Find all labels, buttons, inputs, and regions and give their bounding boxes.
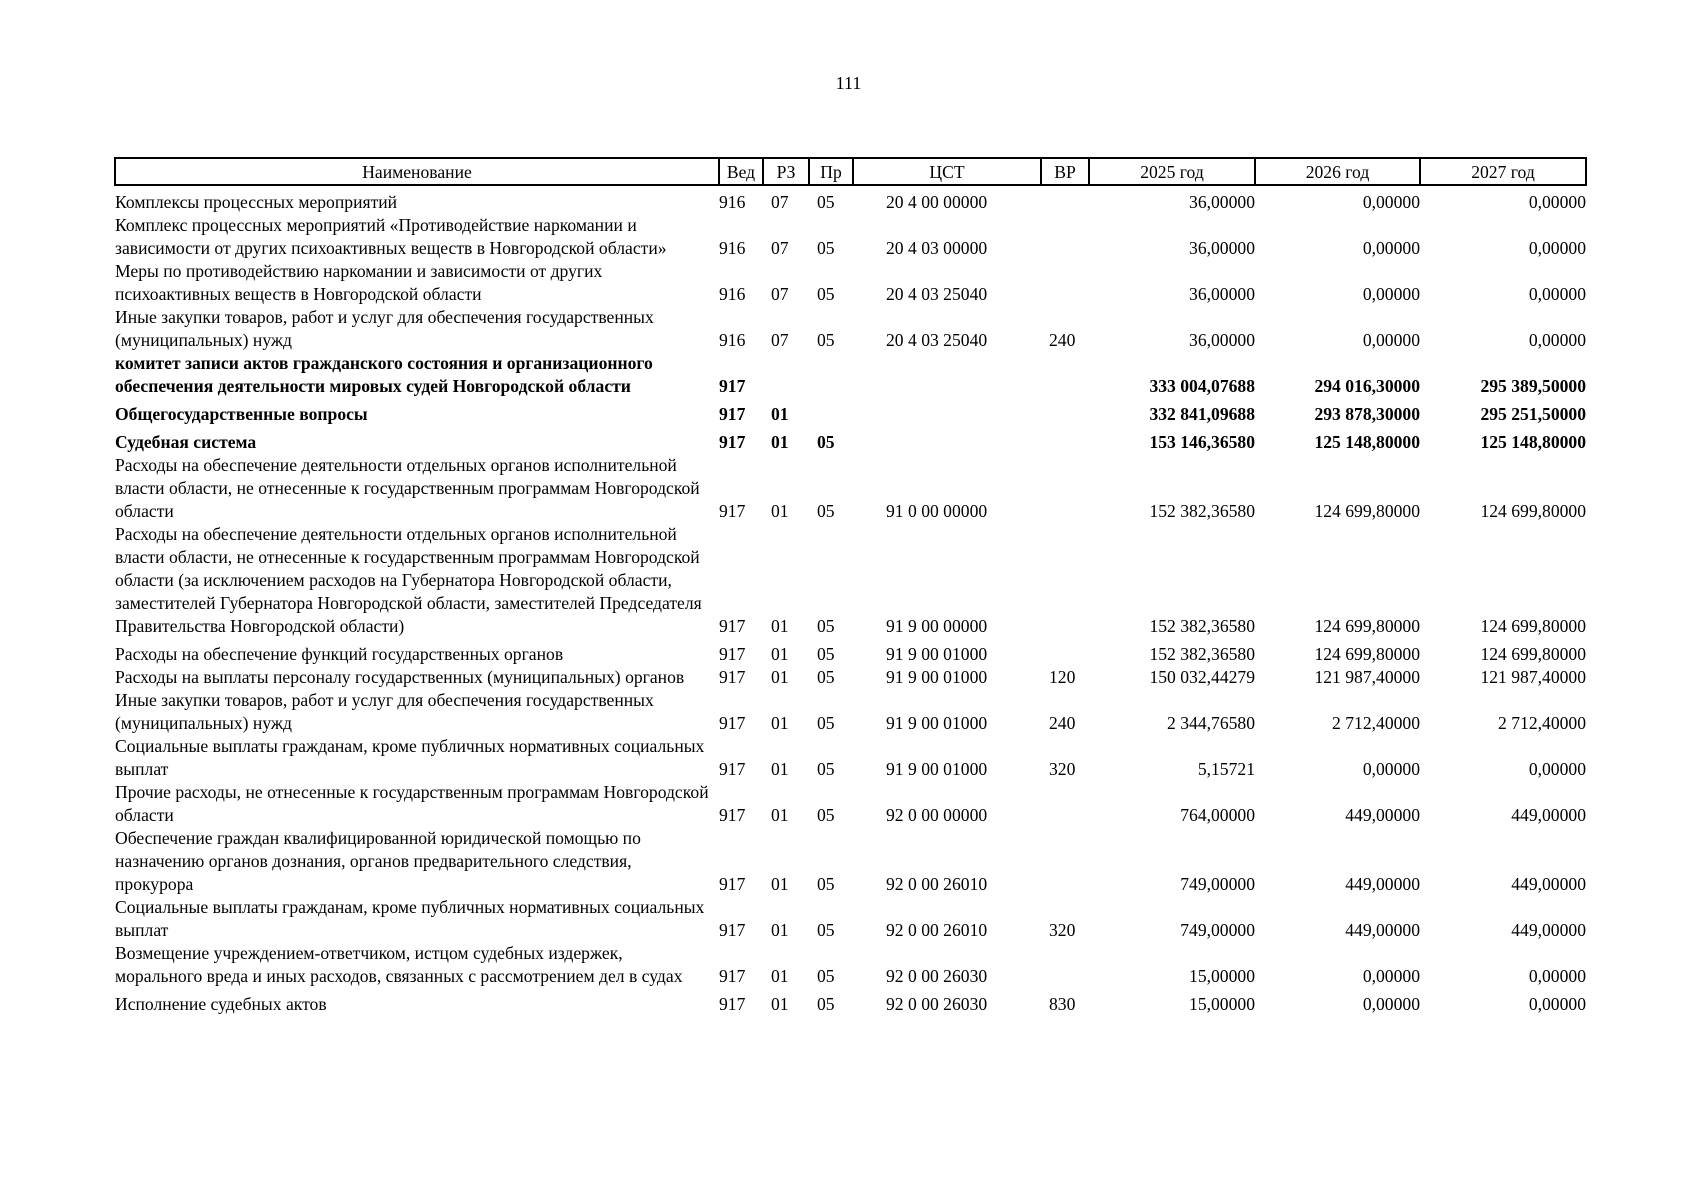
row-vr — [1041, 426, 1089, 454]
row-vr: 320 — [1049, 759, 1076, 779]
row-2027: 2 712,40000 — [1498, 713, 1586, 733]
column-header-rz: РЗ — [763, 158, 809, 185]
column-header-cst: ЦСТ — [853, 158, 1041, 185]
row-2026: 125 148,80000 — [1314, 432, 1420, 452]
row-2026: 449,00000 — [1345, 920, 1420, 940]
row-2025: 15,00000 — [1189, 994, 1255, 1014]
row-2027: 124 699,80000 — [1480, 644, 1586, 664]
row-2027: 449,00000 — [1511, 874, 1586, 894]
row-2027: 0,00000 — [1528, 284, 1586, 304]
row-cst: 91 9 00 01000 — [886, 644, 988, 664]
row-pr: 05 — [817, 432, 835, 452]
row-2025: 5,15721 — [1197, 759, 1255, 779]
row-2025: 36,00000 — [1189, 330, 1255, 350]
row-ved: 917 — [719, 994, 746, 1014]
row-name: Судебная система — [115, 432, 257, 452]
row-pr: 05 — [817, 284, 835, 304]
row-name: Расходы на обеспечение деятельности отдельных органов исполнительной власти области, не отнесенные к государственным программам Новгородской области (за исключением расходов на Губернатора Новгородской области, заместителей Губернатора Новгородской области, заместителей Председателя Правительства Новгородской области) — [115, 524, 702, 636]
column-header-pr: Пр — [809, 158, 853, 185]
row-vr: 830 — [1049, 994, 1076, 1014]
row-2025: 749,00000 — [1180, 874, 1255, 894]
row-rz: 07 — [771, 284, 789, 304]
table-row — [115, 426, 1586, 454]
row-2025: 749,00000 — [1180, 920, 1255, 940]
row-2025: 152 382,36580 — [1149, 616, 1255, 636]
row-cst — [853, 426, 1041, 454]
row-cst: 20 4 03 00000 — [886, 238, 988, 258]
row-2026: 0,00000 — [1362, 994, 1420, 1014]
row-vr — [1041, 523, 1089, 638]
row-name: Расходы на обеспечение деятельности отдельных органов исполнительной власти области, не отнесенные к государственным программам Новгородской области — [115, 455, 700, 521]
row-rz: 01 — [771, 966, 789, 986]
row-pr: 05 — [817, 616, 835, 636]
column-header-ved: Вед — [719, 158, 763, 185]
table-row — [115, 454, 1586, 523]
row-pr: 05 — [817, 644, 835, 664]
row-vr: 320 — [1049, 920, 1076, 940]
row-ved: 917 — [719, 805, 746, 825]
row-vr — [1041, 352, 1089, 398]
row-pr: 05 — [817, 667, 835, 687]
row-cst: 92 0 00 26030 — [886, 966, 988, 986]
row-rz: 01 — [771, 616, 789, 636]
row-vr — [1041, 781, 1089, 827]
page-number: 111 — [835, 73, 862, 93]
table-row — [115, 352, 1586, 398]
row-name: Расходы на обеспечение функций государственных органов — [115, 644, 564, 664]
row-2027: 0,00000 — [1528, 759, 1586, 779]
row-name: Общегосударственные вопросы — [115, 404, 368, 424]
row-rz: 01 — [771, 667, 789, 687]
table-row — [115, 666, 1586, 689]
row-2025: 15,00000 — [1189, 966, 1255, 986]
table-row — [115, 185, 1586, 214]
row-2027: 0,00000 — [1528, 192, 1586, 212]
row-rz: 07 — [771, 192, 789, 212]
column-header-2026: 2026 год — [1255, 158, 1420, 185]
row-2025: 36,00000 — [1189, 192, 1255, 212]
row-ved: 917 — [719, 376, 746, 396]
row-rz: 01 — [771, 759, 789, 779]
row-2026: 124 699,80000 — [1314, 644, 1420, 664]
row-2026: 294 016,30000 — [1314, 376, 1420, 396]
table-row — [115, 896, 1586, 942]
row-ved: 917 — [719, 404, 746, 424]
row-pr: 05 — [817, 966, 835, 986]
row-name: Расходы на выплаты персоналу государственных (муниципальных) органов — [115, 667, 685, 687]
row-rz: 01 — [771, 713, 789, 733]
row-ved: 916 — [719, 192, 746, 212]
row-pr: 05 — [817, 994, 835, 1014]
row-pr: 05 — [817, 920, 835, 940]
row-2026: 0,00000 — [1362, 238, 1420, 258]
row-pr: 05 — [817, 713, 835, 733]
row-vr — [1041, 185, 1089, 214]
column-header-name: Наименование — [115, 158, 719, 185]
row-ved: 917 — [719, 759, 746, 779]
row-vr — [1041, 214, 1089, 260]
table-row — [115, 214, 1586, 260]
row-name: Комплексы процессных мероприятий — [115, 192, 398, 212]
row-vr — [1041, 942, 1089, 988]
row-2027: 295 389,50000 — [1480, 376, 1586, 396]
row-name: Исполнение судебных актов — [115, 994, 327, 1014]
row-2027: 124 699,80000 — [1480, 501, 1586, 521]
row-2026: 449,00000 — [1345, 805, 1420, 825]
table-row — [115, 781, 1586, 827]
row-2025: 36,00000 — [1189, 284, 1255, 304]
row-cst: 92 0 00 00000 — [886, 805, 988, 825]
table-row — [115, 689, 1586, 735]
row-2027: 0,00000 — [1528, 994, 1586, 1014]
row-2027: 125 148,80000 — [1480, 432, 1586, 452]
row-2025: 152 382,36580 — [1149, 644, 1255, 664]
row-rz — [763, 352, 809, 398]
row-rz: 01 — [771, 644, 789, 664]
row-rz: 01 — [771, 874, 789, 894]
row-rz: 01 — [771, 432, 789, 452]
row-rz: 01 — [771, 501, 789, 521]
row-pr: 05 — [817, 759, 835, 779]
table-row — [115, 638, 1586, 666]
row-name: Иные закупки товаров, работ и услуг для обеспечения государственных (муниципальных) нужд — [115, 307, 654, 350]
table-row — [115, 260, 1586, 306]
row-2026: 121 987,40000 — [1314, 667, 1420, 687]
row-ved: 917 — [719, 713, 746, 733]
row-ved: 917 — [719, 966, 746, 986]
row-vr: 240 — [1049, 330, 1076, 350]
row-vr — [1041, 638, 1089, 666]
row-vr — [1041, 260, 1089, 306]
row-2025: 150 032,44279 — [1149, 667, 1255, 687]
table-row — [115, 735, 1586, 781]
row-ved: 917 — [719, 644, 746, 664]
row-2026: 124 699,80000 — [1314, 616, 1420, 636]
row-vr: 240 — [1049, 713, 1076, 733]
row-2027: 0,00000 — [1528, 330, 1586, 350]
column-header-2027: 2027 год — [1420, 158, 1586, 185]
row-ved: 917 — [719, 616, 746, 636]
row-2027: 449,00000 — [1511, 920, 1586, 940]
row-2027: 121 987,40000 — [1480, 667, 1586, 687]
column-header-vr: ВР — [1041, 158, 1089, 185]
row-cst — [853, 398, 1041, 426]
row-name: Социальные выплаты гражданам, кроме публичных нормативных социальных выплат — [115, 736, 705, 779]
row-2027: 0,00000 — [1528, 966, 1586, 986]
row-pr — [809, 398, 853, 426]
row-2026: 293 878,30000 — [1314, 404, 1420, 424]
row-2027: 295 251,50000 — [1480, 404, 1586, 424]
row-2026: 2 712,40000 — [1332, 713, 1420, 733]
row-2025: 332 841,09688 — [1149, 404, 1255, 424]
row-2025: 333 004,07688 — [1149, 376, 1255, 396]
row-cst: 91 9 00 01000 — [886, 667, 988, 687]
table-row — [115, 306, 1586, 352]
table-header-row — [115, 158, 1586, 185]
row-rz: 01 — [771, 920, 789, 940]
row-2027: 124 699,80000 — [1480, 616, 1586, 636]
row-name: Социальные выплаты гражданам, кроме публичных нормативных социальных выплат — [115, 897, 705, 940]
row-pr: 05 — [817, 805, 835, 825]
row-cst: 91 9 00 01000 — [886, 759, 988, 779]
row-vr — [1041, 398, 1089, 426]
row-2026: 0,00000 — [1362, 330, 1420, 350]
row-cst: 20 4 03 25040 — [886, 284, 988, 304]
row-2025: 764,00000 — [1180, 805, 1255, 825]
row-cst: 92 0 00 26010 — [886, 920, 988, 940]
row-ved: 917 — [719, 920, 746, 940]
row-2026: 0,00000 — [1362, 192, 1420, 212]
row-2026: 0,00000 — [1362, 284, 1420, 304]
table-row — [115, 942, 1586, 988]
row-cst: 91 9 00 01000 — [886, 713, 988, 733]
row-name: Прочие расходы, не отнесенные к государственным программам Новгородской области — [115, 782, 709, 825]
row-rz: 07 — [771, 238, 789, 258]
table-row — [115, 523, 1586, 638]
row-pr — [809, 352, 853, 398]
row-ved: 916 — [719, 330, 746, 350]
row-name: комитет записи актов гражданского состояния и организационного обеспечения деятельности мировых судей Новгородской области — [115, 353, 653, 396]
row-ved: 917 — [719, 667, 746, 687]
column-header-2025: 2025 год — [1089, 158, 1255, 185]
row-ved: 916 — [719, 238, 746, 258]
row-rz: 01 — [771, 404, 789, 424]
row-cst: 92 0 00 26030 — [886, 994, 988, 1014]
row-cst — [853, 352, 1041, 398]
row-2025: 152 382,36580 — [1149, 501, 1255, 521]
table-row — [115, 398, 1586, 426]
row-cst: 92 0 00 26010 — [886, 874, 988, 894]
row-name: Комплекс процессных мероприятий «Противодействие наркомании и зависимости от других психоактивных веществ в Новгородской области» — [115, 215, 667, 258]
row-pr: 05 — [817, 501, 835, 521]
row-2026: 124 699,80000 — [1314, 501, 1420, 521]
row-2027: 0,00000 — [1528, 238, 1586, 258]
row-rz: 01 — [771, 994, 789, 1014]
row-rz: 01 — [771, 805, 789, 825]
row-2027: 449,00000 — [1511, 805, 1586, 825]
row-pr: 05 — [817, 874, 835, 894]
row-2025: 2 344,76580 — [1167, 713, 1255, 733]
row-name: Иные закупки товаров, работ и услуг для обеспечения государственных (муниципальных) нужд — [115, 690, 654, 733]
row-2026: 0,00000 — [1362, 966, 1420, 986]
table-row — [115, 827, 1586, 896]
row-name: Обеспечение граждан квалифицированной юридической помощью по назначению органов дознания, органов предварительного следствия, прокурора — [115, 828, 641, 894]
table-row — [115, 988, 1586, 1016]
row-pr: 05 — [817, 330, 835, 350]
row-ved: 916 — [719, 284, 746, 304]
row-rz: 07 — [771, 330, 789, 350]
row-ved: 917 — [719, 874, 746, 894]
row-name: Меры по противодействию наркомании и зависимости от других психоактивных веществ в Новгородской области — [115, 261, 603, 304]
row-cst: 91 9 00 00000 — [886, 616, 988, 636]
row-2025: 36,00000 — [1189, 238, 1255, 258]
row-cst: 20 4 00 00000 — [886, 192, 988, 212]
row-2026: 0,00000 — [1362, 759, 1420, 779]
row-vr — [1041, 454, 1089, 523]
row-ved: 917 — [719, 501, 746, 521]
budget-table — [114, 157, 1587, 1016]
row-ved: 917 — [719, 432, 746, 452]
row-cst: 91 0 00 00000 — [886, 501, 988, 521]
row-vr: 120 — [1049, 667, 1076, 687]
row-pr: 05 — [817, 192, 835, 212]
row-2025: 153 146,36580 — [1149, 432, 1255, 452]
row-cst: 20 4 03 25040 — [886, 330, 988, 350]
row-vr — [1041, 827, 1089, 896]
row-2026: 449,00000 — [1345, 874, 1420, 894]
row-name: Возмещение учреждением-ответчиком, истцом судебных издержек, морального вреда и иных расходов, связанных с рассмотрением дел в судах — [115, 943, 683, 986]
row-pr: 05 — [817, 238, 835, 258]
